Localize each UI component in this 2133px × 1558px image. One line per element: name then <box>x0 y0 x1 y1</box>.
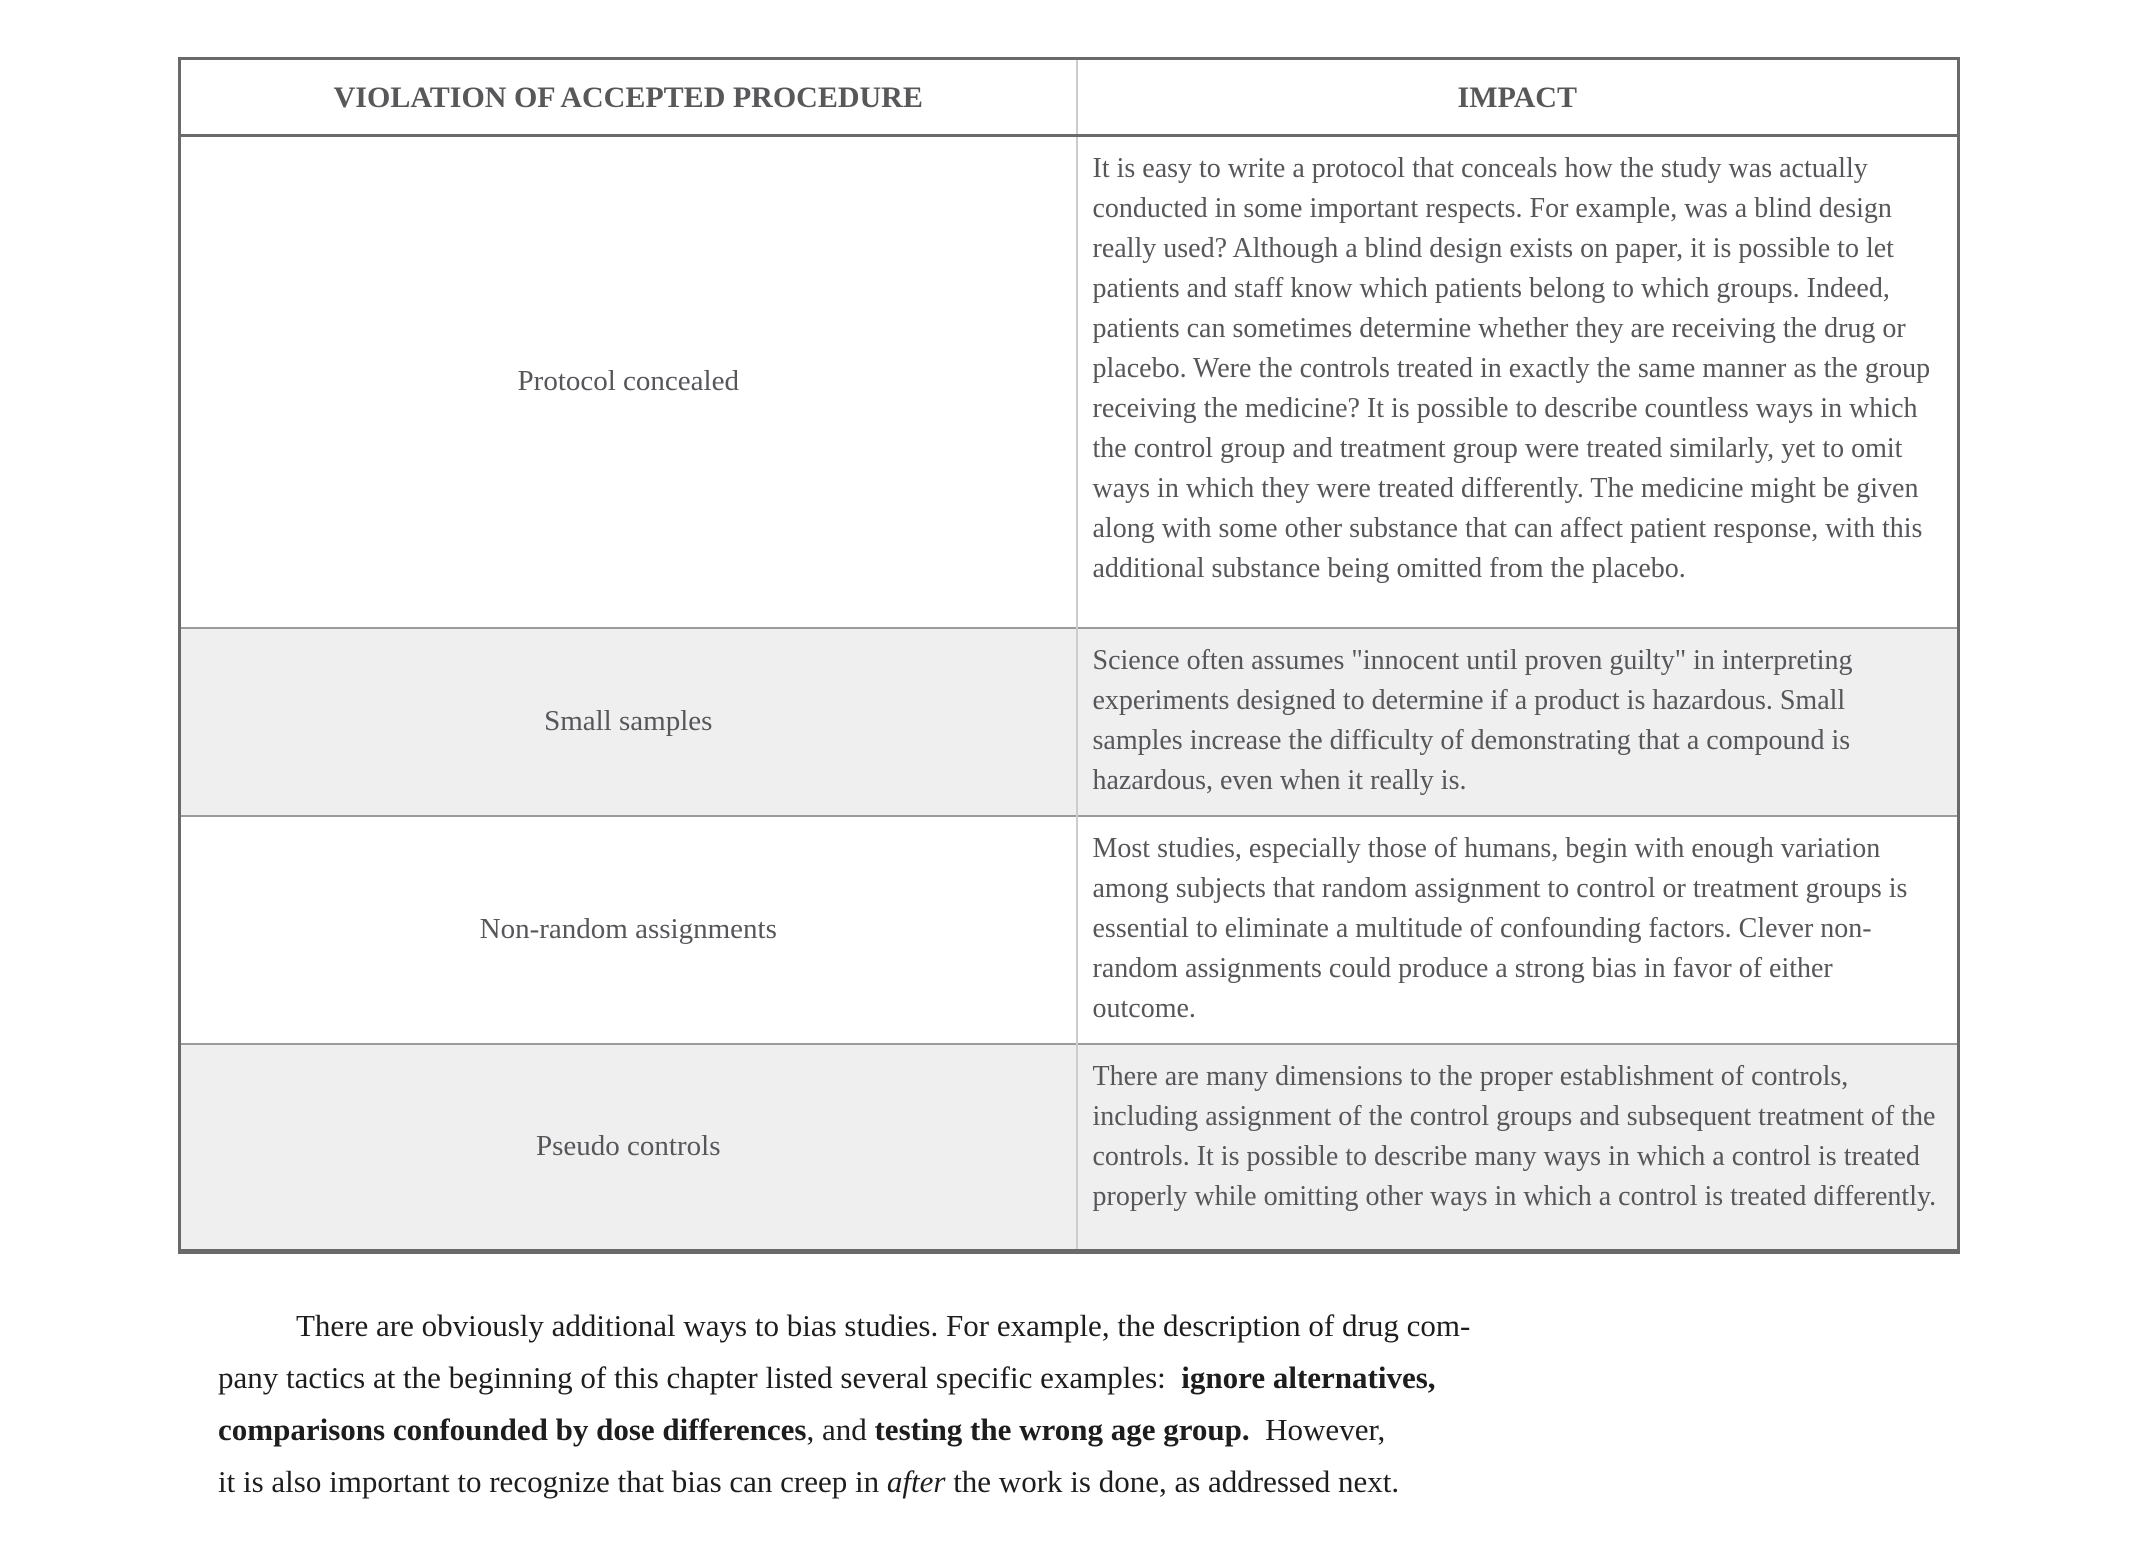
paragraph-line <box>218 1300 1958 1352</box>
column-header-violation: VIOLATION OF ACCEPTED PROCEDURE <box>180 59 1077 136</box>
table-header-row <box>180 59 1959 136</box>
text-segment: the work is done, as addressed next. <box>945 1464 1400 1499</box>
impact-cell: It is easy to write a protocol that conceals how the study was actually conducted in some important respects. For example, was a blind design really used? Although a blind design exists on paper, it is possible to let patients and staff know which patients belong to which groups. Indeed, patients can sometimes determine whether they are receiving the drug or placebo. Were the controls treated in exactly the same manner as the group receiving the medicine? It is possible to describe countless ways in which the control group and treatment group were treated similarly, yet to omit ways in which they were treated differently. The medicine might be given along with some other substance that can affect patient response, with this additional substance being omitted from the placebo. <box>1077 136 1959 628</box>
italic-text: after <box>886 1464 946 1499</box>
bold-text: ignore alternatives, <box>1181 1360 1436 1395</box>
text-segment: pany tactics at the beginning of this chapter listed several specific examples: <box>218 1360 1182 1395</box>
text-segment: There are obviously additional ways to bias studies. For example, the description of drug com- <box>296 1308 1471 1343</box>
text-segment: it is also important to recognize that bias can creep in <box>218 1464 887 1499</box>
text-segment: , and <box>806 1412 875 1447</box>
violation-cell: Protocol concealed <box>180 136 1077 628</box>
violation-cell: Pseudo controls <box>180 1044 1077 1252</box>
violation-cell: Small samples <box>180 628 1077 816</box>
table-row-small-samples <box>180 628 1959 816</box>
paragraph-line <box>218 1456 1958 1508</box>
impact-cell: Science often assumes "innocent until proven guilty" in interpreting experiments designed to determine if a product is hazardous. Small samples increase the difficulty of demonstrating that a compound is hazardous, even when it really is. <box>1077 628 1959 816</box>
paragraph-line <box>218 1352 1958 1404</box>
text-segment: However, <box>1249 1412 1386 1447</box>
table-row-protocol-concealed <box>180 136 1959 628</box>
bold-text: comparisons confounded by dose differences <box>218 1412 807 1447</box>
bold-text: testing the wrong age group. <box>874 1412 1250 1447</box>
table-row-pseudo-controls <box>180 1044 1959 1252</box>
table-row-non-random-assignments <box>180 816 1959 1044</box>
body-paragraph <box>218 1300 1958 1508</box>
violation-cell: Non-random assignments <box>180 816 1077 1044</box>
impact-cell: There are many dimensions to the proper establishment of controls, including assignment of the control groups and subsequent treatment of the controls. It is possible to describe many ways in which a control is treated properly while omitting other ways in which a control is treated differently. <box>1077 1044 1959 1252</box>
column-header-impact: IMPACT <box>1077 59 1959 136</box>
paragraph-line <box>218 1404 1958 1456</box>
impact-cell: Most studies, especially those of humans, begin with enough variation among subjects that random assignment to control or treatment groups is essential to eliminate a multitude of confounding factors. Clever non-random assignments could produce a strong bias in favor of either outcome. <box>1077 816 1959 1044</box>
violation-impact-table <box>178 57 1960 1254</box>
